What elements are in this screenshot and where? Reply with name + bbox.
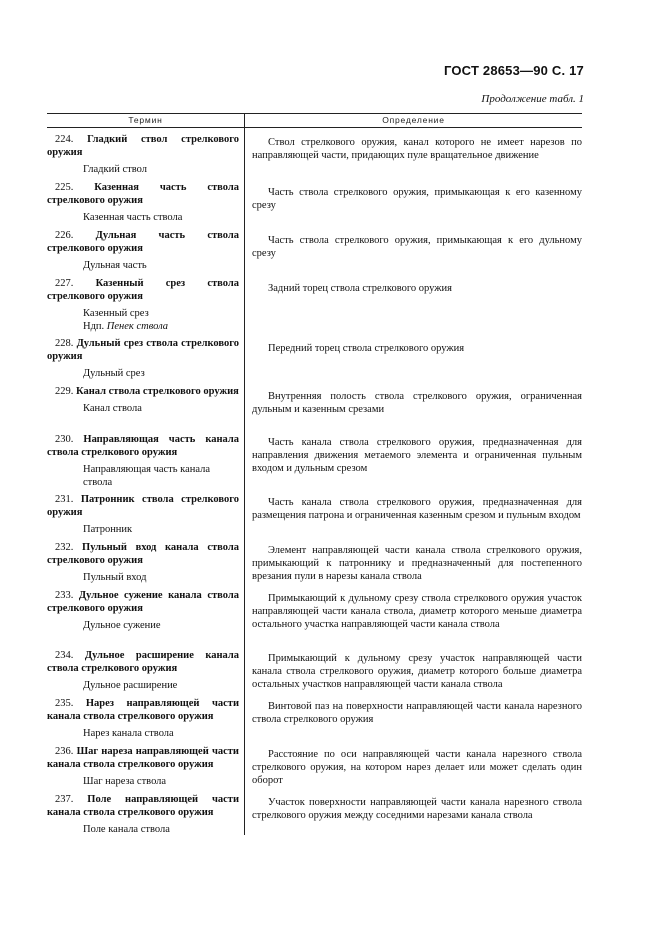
term-short-form: [47, 775, 239, 788]
term-short-form: [47, 211, 239, 224]
short-term: Дульный срез: [83, 368, 145, 379]
short-term: Казенный срез: [83, 308, 149, 319]
definition-cell: Расстояние по оси направляющей части канала нарезного ствола стрелкового оружия, на котором нарез делает или может сделать один оборот: [252, 749, 582, 786]
term-title: Гладкий ствол стрелкового оружия: [47, 134, 240, 158]
term-main: [47, 697, 239, 723]
short-term: Дульное расширение: [83, 680, 178, 691]
column-header-term: Термин: [128, 115, 163, 125]
term-title: Пульный вход канала ствола стрелкового оружия: [47, 542, 239, 566]
term-title: Патронник ствола стрелкового оружия: [47, 494, 240, 518]
non-recommended-term: [83, 320, 239, 333]
term-title: Шаг нареза направляющей части канала ствола стрелкового оружия: [47, 746, 239, 770]
column-divider: [244, 113, 245, 835]
term-short-form: [47, 679, 239, 692]
definition-cell: Примыкающий к дульному срезу ствола стрелкового оружия участок направляющей части канала ствола, диаметр которого меньше диаметра остального участка направляющей части канала ствола: [252, 593, 582, 630]
term-short-form: [47, 727, 239, 740]
term-cell: [47, 697, 239, 740]
term-number: 228.: [55, 338, 77, 349]
short-term: Направляющая часть канала ствола: [83, 464, 211, 488]
term-main: [47, 229, 239, 255]
term-title: Канал ствола стрелкового оружия: [76, 386, 239, 397]
term-number: 224.: [55, 134, 88, 145]
definition-cell: Примыкающий к дульному срезу участок направляющей части канала ствола стрелкового оружия, диаметр которого больше диаметра остальных участков направляющей части канала ствола: [252, 653, 582, 690]
definition-cell: Передний торец ствола стрелкового оружия: [268, 343, 465, 354]
term-cell: [47, 229, 239, 272]
term-number: 236.: [55, 746, 77, 757]
term-title: Поле направляющей части канала ствола стрелкового оружия: [47, 794, 240, 818]
table-continuation-note: Продолжение табл. 1: [481, 93, 584, 105]
term-number: 231.: [55, 494, 81, 505]
term-number: 233.: [55, 590, 79, 601]
term-short-form: [47, 571, 239, 584]
table-header-border: [47, 127, 582, 128]
definition-cell: Винтовой паз на поверхности направляющей части канала нарезного ствола стрелкового оружия: [252, 701, 582, 725]
term-cell: [47, 649, 239, 692]
short-term: Нарез канала ствола: [83, 728, 174, 739]
term-main: [47, 793, 239, 819]
definition-cell: Часть канала ствола стрелкового оружия, предназначенная для направления движения метаемого элемента и ограниченная пульным входом и дульным срезом: [252, 437, 582, 474]
term-main: [47, 493, 239, 519]
table-top-border: [47, 113, 582, 114]
term-short-form: [47, 163, 239, 176]
term-title: Казенная часть ствола стрелкового оружия: [47, 182, 239, 206]
definition-cell: Часть ствола стрелкового оружия, примыкающая к его казенному срезу: [252, 187, 582, 211]
short-term: Дульное сужение: [83, 620, 161, 631]
definition-cell: Элемент направляющей части канала ствола стрелкового оружия, примыкающий к патроннику и предназначенный для постепенного врезания пули в нарезы канала ствола: [252, 545, 582, 582]
term-cell: [47, 493, 239, 536]
term-title: Дульное сужение канала ствола стрелкового оружия: [47, 590, 239, 614]
term-short-form: [47, 823, 239, 836]
term-cell: [47, 337, 239, 380]
term-main: [47, 277, 239, 303]
term-number: 226.: [55, 230, 96, 241]
term-cell: [47, 541, 239, 584]
short-term: Пульный вход: [83, 572, 147, 583]
short-term: Дульная часть: [83, 260, 147, 271]
short-term: Патронник: [83, 524, 133, 535]
definition-cell: Внутренняя полость ствола стрелкового оружия, ограниченная дульным и казенным срезами: [252, 391, 582, 415]
term-short-form: [47, 259, 239, 272]
definition-cell: Часть канала ствола стрелкового оружия, предназначенная для размещения патрона и ограниченная казенным срезом и пульным входом: [252, 497, 582, 521]
term-cell: [47, 589, 239, 632]
term-main: [47, 433, 239, 459]
definition-cell: Часть ствола стрелкового оружия, примыкающая к его дульному срезу: [252, 235, 582, 259]
term-cell: [47, 385, 239, 415]
term-number: 225.: [55, 182, 95, 193]
term-cell: [47, 277, 239, 333]
term-main: [47, 649, 239, 675]
term-main: [47, 385, 239, 398]
short-term: Канал ствола: [83, 403, 142, 414]
short-term: Гладкий ствол: [83, 164, 147, 175]
short-term: Казенная часть ствола: [83, 212, 183, 223]
term-cell: [47, 181, 239, 224]
column-header-definition: Определение: [382, 115, 445, 125]
term-cell: [47, 433, 239, 489]
non-recommended-value: Пенек ствола: [106, 321, 169, 332]
term-number: 230.: [55, 434, 84, 445]
term-number: 232.: [55, 542, 83, 553]
term-number: 227.: [55, 278, 96, 289]
term-short-form: [47, 307, 239, 333]
definition-cell: Участок поверхности направляющей части канала нарезного ствола стрелкового оружия между соседними нарезами канала ствола: [252, 797, 582, 821]
definition-cell: Ствол стрелкового оружия, канал которого не имеет нарезов по направляющей части, придающих пуле вращательное движение: [252, 137, 582, 161]
term-short-form: [47, 523, 239, 536]
term-title: Направляющая часть канала ствола стрелкового оружия: [47, 434, 240, 458]
term-short-form: [47, 463, 239, 489]
page-header: ГОСТ 28653—90 С. 17: [443, 63, 584, 78]
term-title: Дульный срез ствола стрелкового оружия: [47, 338, 239, 362]
term-number: 237.: [55, 794, 88, 805]
term-number: 235.: [55, 698, 86, 709]
term-cell: [47, 133, 239, 176]
term-title: Нарез направляющей части канала ствола стрелкового оружия: [47, 698, 239, 722]
term-title: Дульное расширение канала ствола стрелкового оружия: [47, 650, 239, 674]
term-short-form: [47, 619, 239, 632]
term-title: Дульная часть ствола стрелкового оружия: [47, 230, 239, 254]
term-cell: [47, 793, 239, 836]
term-title: Казенный срез ствола стрелкового оружия: [47, 278, 239, 302]
non-recommended-label: Ндп.: [83, 321, 107, 332]
definition-cell: Задний торец ствола стрелкового оружия: [268, 283, 452, 294]
term-main: [47, 541, 239, 567]
term-main: [47, 337, 239, 363]
term-number: 234.: [55, 650, 85, 661]
term-main: [47, 745, 239, 771]
short-term: Шаг нареза ствола: [83, 776, 167, 787]
short-term: Поле канала ствола: [83, 824, 170, 835]
terms-table: [47, 113, 582, 835]
term-main: [47, 181, 239, 207]
term-cell: [47, 745, 239, 788]
term-main: [47, 589, 239, 615]
term-short-form: [47, 402, 239, 415]
term-short-form: [47, 367, 239, 380]
term-main: [47, 133, 239, 159]
term-number: 229.: [55, 386, 76, 397]
